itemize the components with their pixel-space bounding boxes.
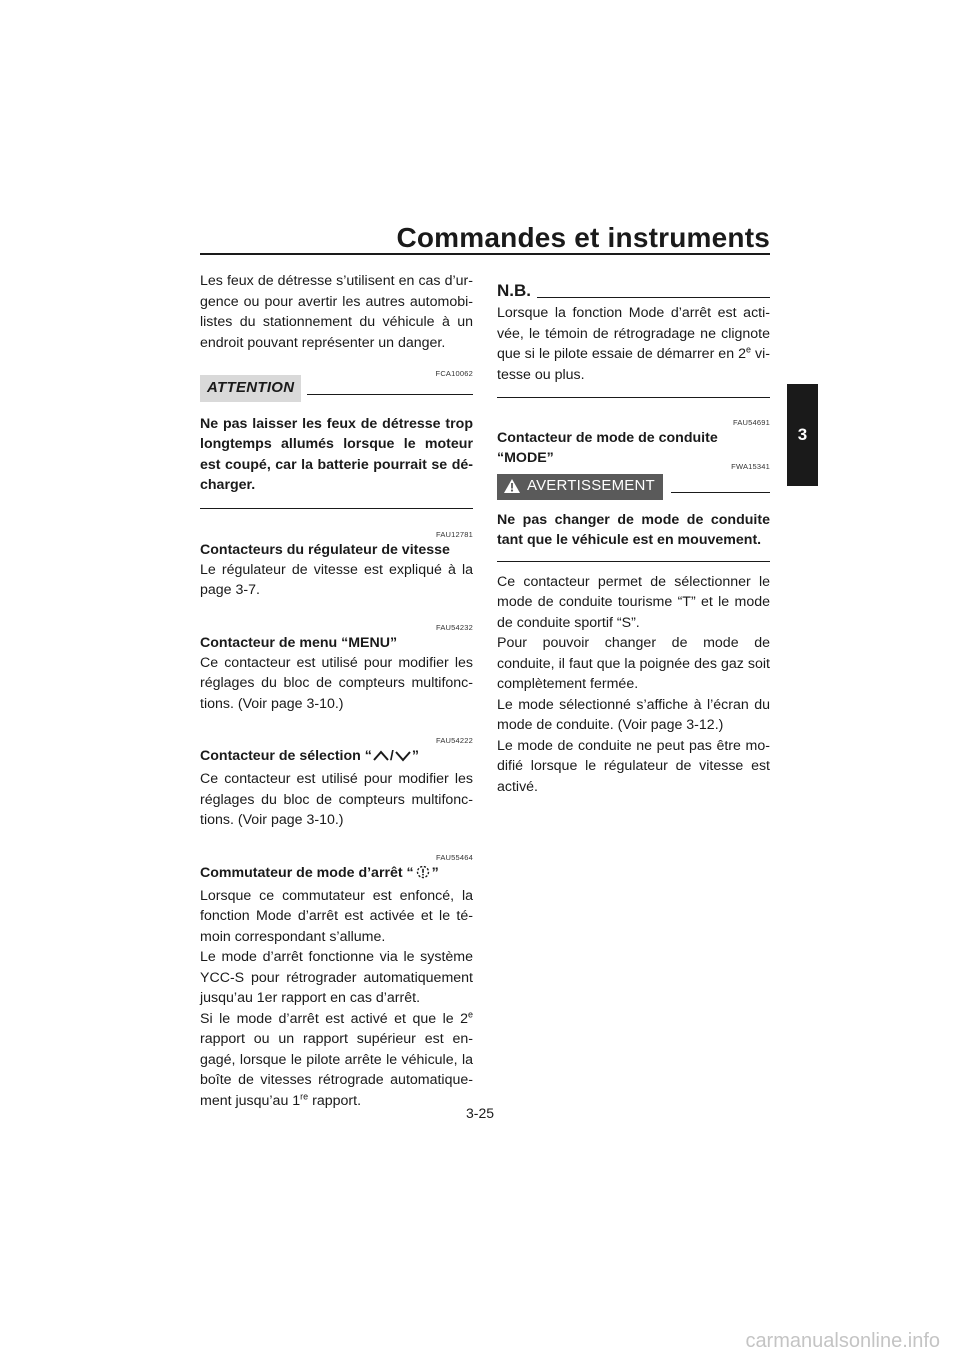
cruise-heading: Contacteurs du régulateur de vitesse <box>200 541 450 558</box>
warning-line <box>671 492 770 493</box>
stop-mode-p2: Le mode d’arrêt fonctionne via le système YCC-S pour rétrograder automatiquement jusqu’au 1er rapport en cas d’arrêt. <box>200 949 473 1006</box>
attention-header <box>200 375 473 402</box>
selection-heading-sep: / <box>389 748 394 764</box>
chevron-down-icon <box>394 749 412 769</box>
drive-mode-heading-line1: Contacteur de mode de conduite <box>497 430 718 446</box>
warning-rule <box>497 561 770 562</box>
nb-text-a: Lorsque la fonction Mode d’arrêt est activée, le témoin de rétrogradage ne clignote que si le pilote essaie de démarrer en 2 <box>497 305 770 362</box>
nb-sup: e <box>745 344 751 355</box>
warning-triangle-icon <box>503 478 527 494</box>
drive-mode-p3: Le mode sélectionné s’affiche à l’écran du mode de conduite. (Voir page 3-12.) <box>497 696 770 733</box>
selection-code: FAU54222 <box>435 736 473 745</box>
selection-heading-suffix: ” <box>411 748 419 764</box>
header-rule <box>200 253 770 255</box>
gear-dots-icon <box>414 864 432 886</box>
chapter-tab: 3 <box>787 384 818 486</box>
selection-text: Ce contacteur est utilisé pour modifier les réglages du bloc de compteurs multifonctions. (Voir page 3-10.) <box>200 771 473 828</box>
stop-mode-p3-sup2: re <box>300 1090 309 1101</box>
watermark: carmanualsonline.info <box>745 1330 940 1352</box>
warning-header <box>497 474 770 500</box>
attention-code: FCA10062 <box>435 369 473 378</box>
left-column <box>200 271 473 1111</box>
cruise-code: FAU12781 <box>435 529 473 539</box>
drive-mode-heading-line2: “MODE” <box>497 450 554 466</box>
warning-badge <box>497 474 663 500</box>
selection-heading <box>200 746 473 769</box>
stop-mode-p3-sup1: e <box>467 1008 473 1019</box>
nb-text <box>497 303 770 385</box>
attention-text: Ne pas laisser les feux de détresse trop longtemps allumés lorsque le moteur est coupé, car la batterie pourrait se décharger. <box>200 415 473 493</box>
stop-mode-p3-a: Si le mode d’arrêt est activé et que le 2 <box>200 1010 468 1027</box>
stop-mode-p1: Lorsque ce commutateur est enfoncé, la fonction Mode d’arrêt est activée et le témoin correspondant s’allume. <box>200 887 473 945</box>
warning-code: FWA15341 <box>731 462 770 471</box>
selection-heading-prefix: Contacteur de sélection “ <box>200 748 372 764</box>
stop-mode-heading <box>200 863 473 886</box>
menu-text: Ce contacteur est utilisé pour modifier les réglages du bloc de compteurs multifonctions. (Voir page 3-10.) <box>200 654 473 712</box>
drive-mode-p1: Ce contacteur permet de sélectionner le mode de conduite tourisme “T” et le mode de conduite sportif “S”. <box>497 573 770 631</box>
warning-label: AVERTISSEMENT <box>527 477 655 494</box>
stop-mode-p3-b: rapport ou un rapport supérieur est engagé, lorsque le pilote arrête le véhicule, la boîte de vitesses rétrograde automatiquement jusqu’au 1 <box>200 1031 473 1109</box>
page-title: Commandes et instruments <box>396 222 770 253</box>
nb-text-b: vitesse ou plus. <box>497 346 770 383</box>
intro-paragraph: Les feux de détresse s’utilisent en cas d’urgence ou pour avertir les autres automobilistes du stationnement du véhicule à un endroit pouvant représenter un danger. <box>200 273 473 351</box>
right-column <box>497 271 770 797</box>
nb-label: N.B. <box>497 281 531 300</box>
stop-mode-p3-c: rapport. <box>308 1092 362 1109</box>
drive-mode-p4: Le mode de conduite ne peut pas être modifié lorsque le régulateur de vitesse est activé. <box>497 737 770 795</box>
menu-heading: Contacteur de menu “MENU” <box>200 634 398 651</box>
menu-code: FAU54232 <box>435 622 473 632</box>
chevron-up-icon <box>372 749 390 769</box>
nb-header <box>497 281 770 301</box>
stop-mode-p3 <box>200 1009 473 1112</box>
drive-mode-code: FAU54691 <box>732 418 770 427</box>
cruise-text: Le régulateur de vitesse est expliqué à la page 3-7. <box>200 561 473 598</box>
stop-mode-heading-suffix: ” <box>431 864 439 881</box>
stop-mode-code: FAU55464 <box>435 852 473 862</box>
page-number: 3-25 <box>466 1105 495 1121</box>
attention-line <box>307 394 473 395</box>
stop-mode-heading-prefix: Commutateur de mode d’arrêt “ <box>200 864 414 881</box>
nb-line <box>537 297 770 298</box>
drive-mode-p2: Pour pouvoir changer de mode de conduite, il faut que la poignée des gaz soit complètement fermée. <box>497 635 770 692</box>
warning-text: Ne pas changer de mode de conduite tant que le véhicule est en mouvement. <box>497 511 770 548</box>
attention-label: ATTENTION <box>200 375 301 402</box>
